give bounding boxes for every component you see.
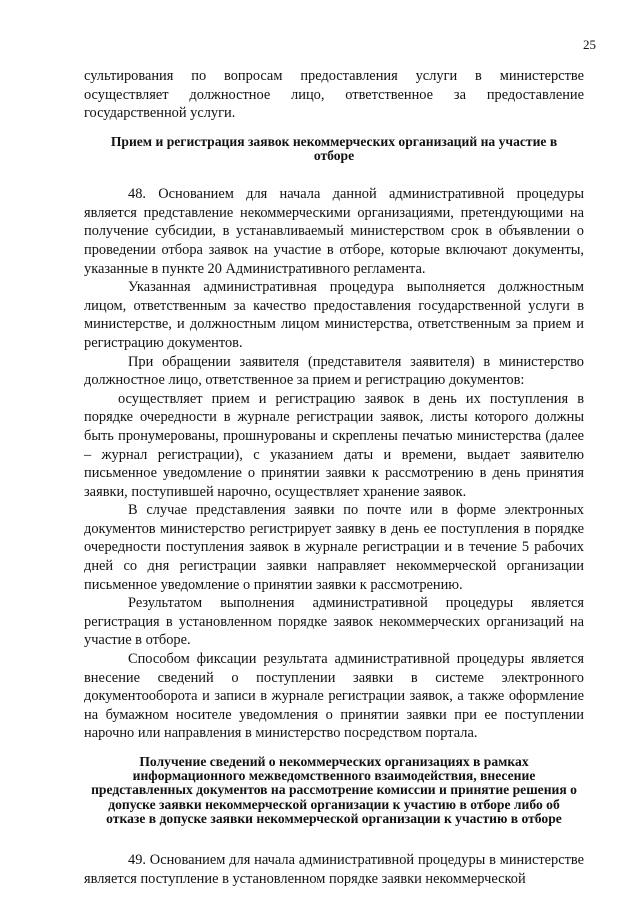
page-number: 25 [583,37,596,52]
paragraph-result: Результатом выполнения административной процедуры является регистрация в установленном порядке заявок некоммерческих организаций на участие в отборе. [84,595,584,649]
paragraph-procedure-responsible: Указанная административная процедура выполняется должностным лицом, ответственным за качество предоставления государственной услуги в министерстве, и должностным лицом министерства, ответственным за прием и регистрацию документов. [84,279,584,351]
page-body [84,67,584,888]
paragraph-fixation-method: Способом фиксации результата административной процедуры является внесение сведений о поступлении заявки в системе электронного документооборота и записи в журнале регистрации заявок, а также оформление на бумажном носителе уведомления о принятии заявки при ее поступлении нарочно или направления в министерство посредством портала. [84,651,584,742]
paragraph-49: 49. Основанием для начала административной процедуры в министерстве является поступление в установленном порядке заявки некоммерческой [84,852,584,887]
section-heading-interagency-decision: Получение сведений о некоммерческих организациях в рамках информационного межведомственного взаимодействия, внесение представленных документов на рассмотрение комиссии и принятие решения о допуске заявки некоммерческой организации к участию в отборе либо об отказе в допуске заявки некоммерческой организации к участию в отборе [91,754,577,826]
paragraph-continuation: сультирования по вопросам предоставления услуги в министерстве осуществляет должностное лицо, ответственное за предоставление государственной услуги. [84,68,584,122]
paragraph-post-electronic: В случае представления заявки по почте или в форме электронных документов министерство регистрирует заявку в день ее поступления в порядке очередности поступления заявок в журнале регистрации и в течение 5 рабочих дней со дня регистрации заявки направляет некоммерческой организации письменное уведомление о принятии заявки к рассмотрению. [84,502,584,593]
paragraph-registration-actions: осуществляет прием и регистрацию заявок в день их поступления в порядке очередности в журнале регистрации заявок, листы которого должны быть пронумерованы, прошнурованы и скреплены печатью министерства (далее – журнал регистрации), с указанием даты и времени, выдает заявителю письменное уведомление о принятии заявки к рассмотрению в день принятия заявки, поступившей нарочно, осуществляет хранение заявок. [84,390,584,500]
paragraph-applicant-appeal: При обращении заявителя (представителя заявителя) в министерство должностное лицо, ответственное за прием и регистрацию документов: [84,353,584,389]
section-heading-reception-registration: Прием и регистрация заявок некоммерческих организаций на участие в отборе [110,133,558,163]
paragraph-48: 48. Основанием для начала данной административной процедуры является представление некоммерческими организациями, претендующими на получение субсидии, в устанавливаемый министерством срок в объявлении о проведении отбора заявок на участие в отборе, которые включают документы, указанные в пункте 20 Административного регламента. [84,186,584,277]
